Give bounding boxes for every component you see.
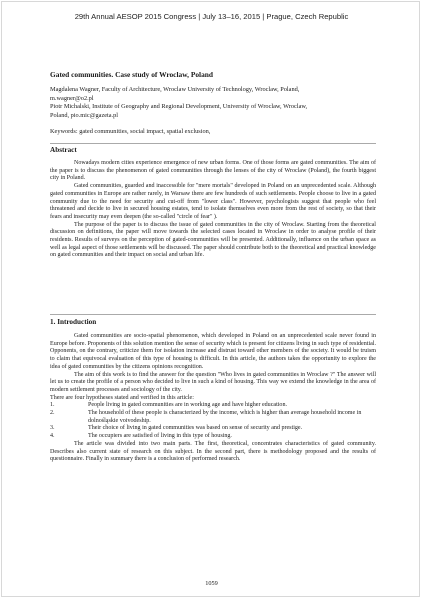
list-text: People living in gated communities are in working age and have higher education.	[88, 402, 287, 409]
list-text: Their choice of living in gated communities was based on sense of security and prestige.	[88, 425, 303, 432]
abstract-body	[50, 160, 376, 260]
abstract-paragraph: The purpose of the paper is to discuss the issue of gated communities in the city of Wroclaw. Starting from the theoretical discussion on definitions, the paper will move towards the selected cases located in Wroclaw in order to analyse profile of their residents. Results of surveys on the perception of gated-communities will be presented. Additionally, influence on the urban space as well as legal aspect of those settlements will be discussed. The paper should contribute both to the theoretical and practical knowledge on gated communities and their impact on social and urban life.	[50, 221, 376, 259]
introduction-paragraph: The aim of this work is to find the answer for the question "Who lives in gated communities in Wroclaw ?" The answer will let us to create the profile of a person who decided to live in such a kind of housing. This way we extend the knowledge in the area of modern settlement processes and sociology of the city.	[50, 371, 376, 393]
divider	[50, 314, 376, 315]
list-number: 2.	[50, 410, 55, 417]
list-text: The household of these people is characterized by the income, which is higher than average household income in dolnośląskie voivodeship.	[88, 410, 362, 424]
author-affiliations	[50, 86, 390, 120]
introduction-body	[50, 333, 376, 464]
author-line: m.wagner@o2.pl	[50, 94, 94, 102]
list-item	[50, 402, 376, 410]
list-number: 1.	[50, 402, 55, 409]
introduction-heading: 1. Introduction	[50, 318, 97, 326]
abstract-paragraph: Nowadays modern cities experience emergence of new urban forms. One of those forms are gated communities. The aim of the paper is to discuss the phenomenon of gated communities through the lenses of the city of Wroclaw (Poland), the fourth biggest city in Poland.	[50, 160, 376, 182]
divider	[50, 143, 376, 144]
list-text: The occupiers are satisfied of living in this type of housing.	[88, 433, 232, 440]
list-number: 4.	[50, 433, 55, 440]
running-header: 29th Annual AESOP 2015 Congress | July 13–16, 2015 | Prague, Czech Republic	[74, 12, 349, 21]
keywords: Keywords: gated communities, social impact, spatial exclusion,	[50, 128, 211, 135]
list-item	[50, 410, 376, 425]
list-item	[50, 433, 376, 441]
author-line: Poland, pio.mic@gazeta.pl	[50, 111, 119, 119]
page-number: 1059	[205, 580, 218, 587]
abstract-heading: Abstract	[50, 146, 77, 154]
paper-title: Gated communities. Case study of Wroclaw, Poland	[50, 70, 214, 79]
author-line: Piotr Michalski, Institute of Geography and Regional Development, University of Wroclaw, Wroclaw,	[50, 103, 308, 111]
list-number: 3.	[50, 425, 55, 432]
abstract-paragraph: Gated communities, guarded and inaccessible for "mere mortals" developed in Poland on an unprecedented scale. Although gated communities in Europe are rather rarely, in Warsaw there are few hundreds of such settlements. People choose to live in a gated community due to the need for security and cut-off from "lower class". However, psychologists suggest that people who feel threatened and decide to live in secured housing estates, tend to isolate themselves even more from the rest of society, so that their fears and insecurity may even deepen (the so-called "circle of fear" ).	[50, 183, 376, 220]
hypotheses-list	[50, 402, 376, 441]
introduction-paragraph: Gated communities are socio-spatial phenomenon, which developed in Poland on an unprecedented scale never found in Europe before. Proponents of this solution mention the sense of security which is present for citizens living in such type of residential. Opponents, on the contrary, criticize them for isolation increase and distrust toward other members of the society. It would be truism to claim that equivocal evaluation of this type of housing is difficult. In this article, the authors takes the opportunity to explore the idea of gated communities by the citizens opinions recognition.	[50, 333, 376, 370]
list-item	[50, 425, 376, 433]
introduction-paragraph: The article was divided into two main parts. The first, theoretical, concentrates characteristics of gated community. Describes also current state of research on this subject. In the second part, there is methodology proposed and the results of questionnaire. Finally in summary there is a conclusion of performed research.	[50, 440, 376, 463]
introduction-paragraph: There are four hypotheses stated and verified in this article:	[50, 394, 194, 401]
author-line: Magdalena Wagner, Faculty of Architecture, Wroclaw University of Technology, Wroclaw, Poland,	[50, 86, 300, 93]
